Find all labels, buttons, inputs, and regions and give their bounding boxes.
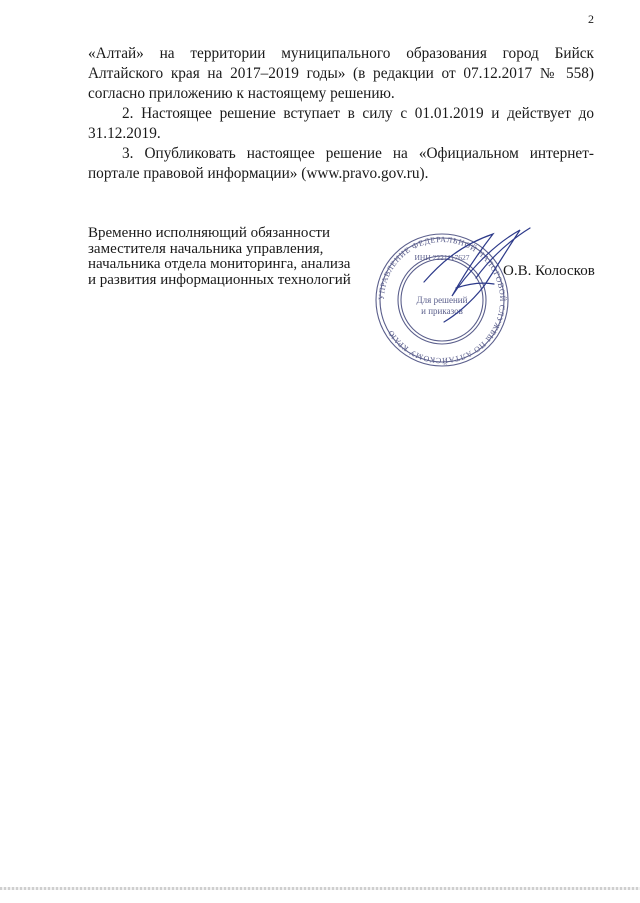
paragraph-1-line-3: согласно приложению к настоящему решению. [88, 85, 395, 102]
document-body [88, 44, 594, 184]
position-line-3: начальника отдела мониторинга, анализа [88, 256, 351, 272]
position-line-4: и развития информационных технологий [88, 271, 351, 288]
signatory-position [88, 226, 368, 288]
official-stamp [358, 226, 548, 376]
position-line-2: заместителя начальника управления, [88, 240, 324, 257]
paragraph-1-line-1: «Алтай» на территории муниципального образования город Бийск [88, 45, 594, 62]
paragraph-1-line-2: Алтайского края на 2017–2019 годы» (в редакции от 07.12.2017 № 558) [88, 65, 594, 82]
paragraph-3-line-2: портале правовой информации» (www.pravo.gov.ru). [88, 165, 429, 182]
page-number: 2 [588, 12, 594, 26]
stamp-inn-text: ИНН 2221117627 [414, 253, 470, 262]
signer-name: О.В. Колосков [503, 263, 595, 279]
scan-bottom-edge [0, 887, 640, 890]
stamp-center-line-2: и приказов [421, 306, 463, 316]
position-line-1: Временно исполняющий обязанности [88, 225, 331, 241]
stamp-center-line-1: Для решений [416, 295, 468, 305]
paragraph-3-line-1: 3. Опубликовать настоящее решение на «Официальном интернет- [122, 145, 594, 162]
paragraph-2-line-2: 31.12.2019. [88, 125, 161, 142]
stamp-ring-text: УПРАВЛЕНИЕ ФЕДЕРАЛЬНОЙ НАЛОГОВОЙ СЛУЖБЫ ПО АЛТАЙСКОМУ КРАЮ [376, 234, 508, 366]
paragraph-2-line-1: 2. Настоящее решение вступает в силу с 01.01.2019 и действует до [122, 105, 594, 122]
